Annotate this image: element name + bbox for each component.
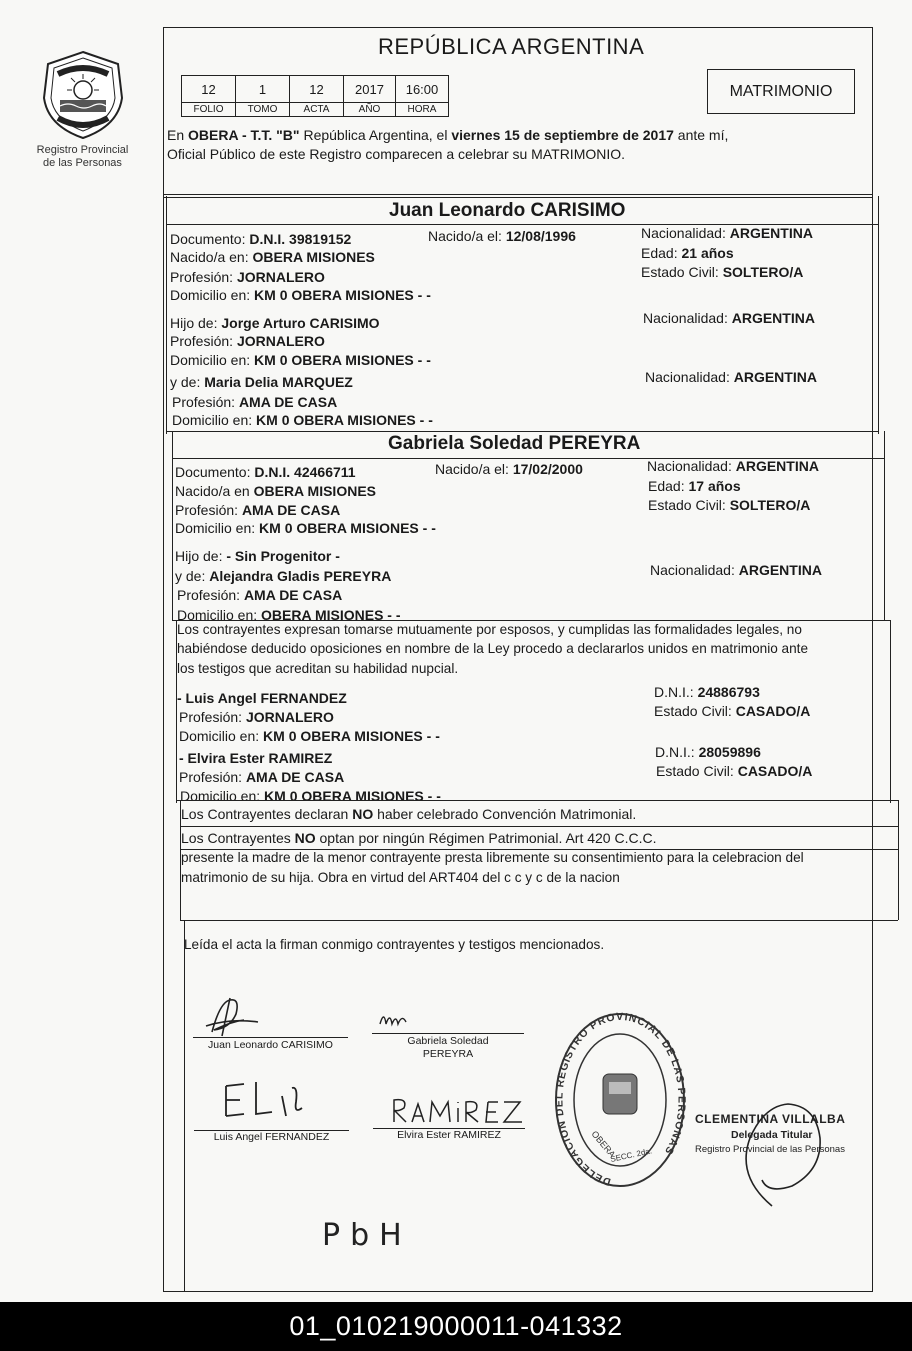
folio-label: FOLIO xyxy=(182,103,236,117)
testigo-2-dni: D.N.I.: 28059896 xyxy=(655,744,761,760)
provincial-logo xyxy=(30,48,135,170)
c2-madre-domicilio: Domicilio en: OBERA MISIONES - - xyxy=(177,607,401,623)
tomo-label: TOMO xyxy=(236,103,290,117)
signature-carisimo xyxy=(200,992,270,1042)
divider xyxy=(166,431,878,432)
divider xyxy=(163,197,873,198)
acta-label: ACTA xyxy=(290,103,344,117)
tomo-value: 1 xyxy=(236,76,290,103)
testigo-1-dni: D.N.I.: 24886793 xyxy=(654,684,760,700)
nota-line-1: presente la madre de la menor contrayente presta libremente su consentimiento para la celebracion del xyxy=(181,850,804,865)
testigo-1-domicilio: Domicilio en: KM 0 OBERA MISIONES - - xyxy=(179,728,440,744)
section-border xyxy=(884,431,885,621)
section-border xyxy=(878,196,879,434)
contrayente-2-name: Gabriela Soledad PEREYRA xyxy=(388,433,641,454)
signature-pereyra xyxy=(376,1006,416,1030)
folio-value: 12 xyxy=(182,76,236,103)
svg-text:DELEGACION DEL REGISTRO PROVIN: DELEGACION DEL REGISTRO PROVINCIAL DE LAS PERSONAS xyxy=(553,1012,688,1188)
c2-estado-civil: Estado Civil: SOLTERO/A xyxy=(648,497,811,513)
divider xyxy=(180,920,898,921)
testigo-2-domicilio: Domicilio en: KM 0 OBERA MISIONES - - xyxy=(180,788,441,804)
hora-label: HORA xyxy=(396,103,449,117)
c1-madre-profesion: Profesión: AMA DE CASA xyxy=(172,394,338,410)
signature-line xyxy=(193,1037,348,1038)
c1-documento: Documento: D.N.I. 39819152 xyxy=(170,231,352,247)
convencion-line: Los Contrayentes declaran NO haber celebrado Convención Matrimonial. xyxy=(181,806,637,822)
signature-line xyxy=(372,1033,524,1034)
section-border xyxy=(890,620,891,803)
acta-value: 12 xyxy=(290,76,344,103)
handwritten-initials: PbH xyxy=(322,1218,412,1253)
misiones-seal-icon xyxy=(38,48,128,140)
declaracion-line-3: los testigos que acreditan su habilidad nupcial. xyxy=(177,661,459,676)
functionary-org: Registro Provincial de las Personas xyxy=(695,1144,845,1155)
testigo-1-profesion: Profesión: JORNALERO xyxy=(179,709,334,725)
testigo-2-profesion: Profesión: AMA DE CASA xyxy=(179,769,345,785)
c1-profesion: Profesión: JORNALERO xyxy=(170,269,325,285)
c1-padre-profesion: Profesión: JORNALERO xyxy=(170,333,325,349)
c2-documento: Documento: D.N.I. 42466711 xyxy=(175,464,356,480)
c2-profesion: Profesión: AMA DE CASA xyxy=(175,502,341,518)
anio-value: 2017 xyxy=(344,76,396,103)
section-border xyxy=(172,431,173,621)
registro-provincial-label: Registro Provincial de las Personas xyxy=(36,144,129,169)
act-type-box: MATRIMONIO xyxy=(707,69,855,114)
c1-estado-civil: Estado Civil: SOLTERO/A xyxy=(641,264,804,280)
firma-fernandez: Luis Angel FERNANDEZ xyxy=(213,1131,330,1143)
c1-madre-nacionalidad: Nacionalidad: ARGENTINA xyxy=(645,369,817,385)
declaracion-line-1: Los contrayentes expresan tomarse mutuamente por esposos, y cumplidas las formalidades legales, no xyxy=(177,622,802,637)
divider xyxy=(180,826,898,827)
section-border xyxy=(898,800,899,920)
functionary-stamp xyxy=(695,1112,845,1155)
c1-nacido-en: Nacido/a en: OBERA MISIONES xyxy=(170,249,375,265)
testigo-2-name: - Elvira Ester RAMIREZ xyxy=(179,750,333,766)
hora-value: 16:00 xyxy=(396,76,449,103)
c2-madre: y de: Alejandra Gladis PEREYRA xyxy=(175,568,392,584)
signature-ramirez xyxy=(388,1094,528,1128)
c1-madre: y de: Maria Delia MARQUEZ xyxy=(170,374,353,390)
c1-nacido-el: Nacido/a el: 12/08/1996 xyxy=(428,228,576,244)
c2-madre-nacionalidad: Nacionalidad: ARGENTINA xyxy=(650,562,822,578)
c2-domicilio: Domicilio en: KM 0 OBERA MISIONES - - xyxy=(175,520,436,536)
document-title: REPÚBLICA ARGENTINA xyxy=(378,34,645,59)
testigo-1-estado: Estado Civil: CASADO/A xyxy=(654,703,811,719)
c2-padre: Hijo de: - Sin Progenitor - xyxy=(175,548,340,564)
lectura-text: Leída el acta la firman conmigo contrayentes y testigos mencionados. xyxy=(184,937,605,952)
c2-nacionalidad: Nacionalidad: ARGENTINA xyxy=(647,458,819,474)
c2-edad: Edad: 17 años xyxy=(648,478,741,494)
declaracion-line-2: habiéndose deducido oposiciones en nombre de la Ley procedo a declararlos unidos en matrimonio ante xyxy=(177,641,809,656)
firma-ramirez: Elvira Ester RAMIREZ xyxy=(397,1129,501,1141)
c1-padre-nacionalidad: Nacionalidad: ARGENTINA xyxy=(643,310,815,326)
c2-madre-profesion: Profesión: AMA DE CASA xyxy=(177,587,343,603)
c2-nacido-en: Nacido/a en OBERA MISIONES xyxy=(175,483,376,499)
document-code-bar xyxy=(0,1302,912,1351)
intro-line-2: Oficial Público de este Registro comparecen a celebrar su MATRIMONIO. xyxy=(167,146,626,162)
section-border xyxy=(184,920,185,1292)
section-border xyxy=(166,196,167,434)
functionary-cargo: Delegada Titular xyxy=(731,1129,813,1141)
functionary-name: CLEMENTINA VILLALBA xyxy=(695,1112,846,1126)
c1-padre: Hijo de: Jorge Arturo CARISIMO xyxy=(170,315,380,331)
c1-domicilio: Domicilio en: KM 0 OBERA MISIONES - - xyxy=(170,287,431,303)
divider xyxy=(172,620,890,621)
c2-nacido-el: Nacido/a el: 17/02/2000 xyxy=(435,461,583,477)
contrayente-1-name: Juan Leonardo CARISIMO xyxy=(389,200,626,221)
document-code: 01_010219000011-041332 xyxy=(289,1311,623,1341)
testigo-1-name: - Luis Angel FERNANDEZ xyxy=(177,690,347,706)
testigo-2-estado: Estado Civil: CASADO/A xyxy=(656,763,813,779)
svg-text:SECC. 2da.: SECC. 2da. xyxy=(609,1146,653,1164)
svg-text:OBERA: OBERA xyxy=(589,1128,618,1160)
intro-line-1: En OBERA - T.T. "B" República Argentina, el viernes 15 de septiembre de 2017 ante mí, xyxy=(167,127,729,143)
c1-nacionalidad: Nacionalidad: ARGENTINA xyxy=(641,225,813,241)
anio-label: AÑO xyxy=(344,103,396,117)
c1-edad: Edad: 21 años xyxy=(641,245,734,261)
c1-padre-domicilio: Domicilio en: KM 0 OBERA MISIONES - - xyxy=(170,352,431,368)
nota-line-2: matrimonio de su hija. Obra en virtud del ART404 del c c y c de la nacion xyxy=(181,870,620,885)
record-table xyxy=(181,75,449,117)
divider xyxy=(176,800,898,801)
regimen-line: Los Contrayentes NO optan por ningún Régimen Patrimonial. Art 420 C.C.C. xyxy=(181,830,657,846)
divider xyxy=(163,194,873,195)
firma-pereyra: Gabriela Soledad PEREYRA xyxy=(407,1035,489,1060)
c1-madre-domicilio: Domicilio en: KM 0 OBERA MISIONES - - xyxy=(172,412,433,428)
firma-carisimo: Juan Leonardo CARISIMO xyxy=(208,1039,333,1051)
official-seal-icon xyxy=(553,1012,688,1192)
signature-fernandez xyxy=(218,1078,318,1122)
